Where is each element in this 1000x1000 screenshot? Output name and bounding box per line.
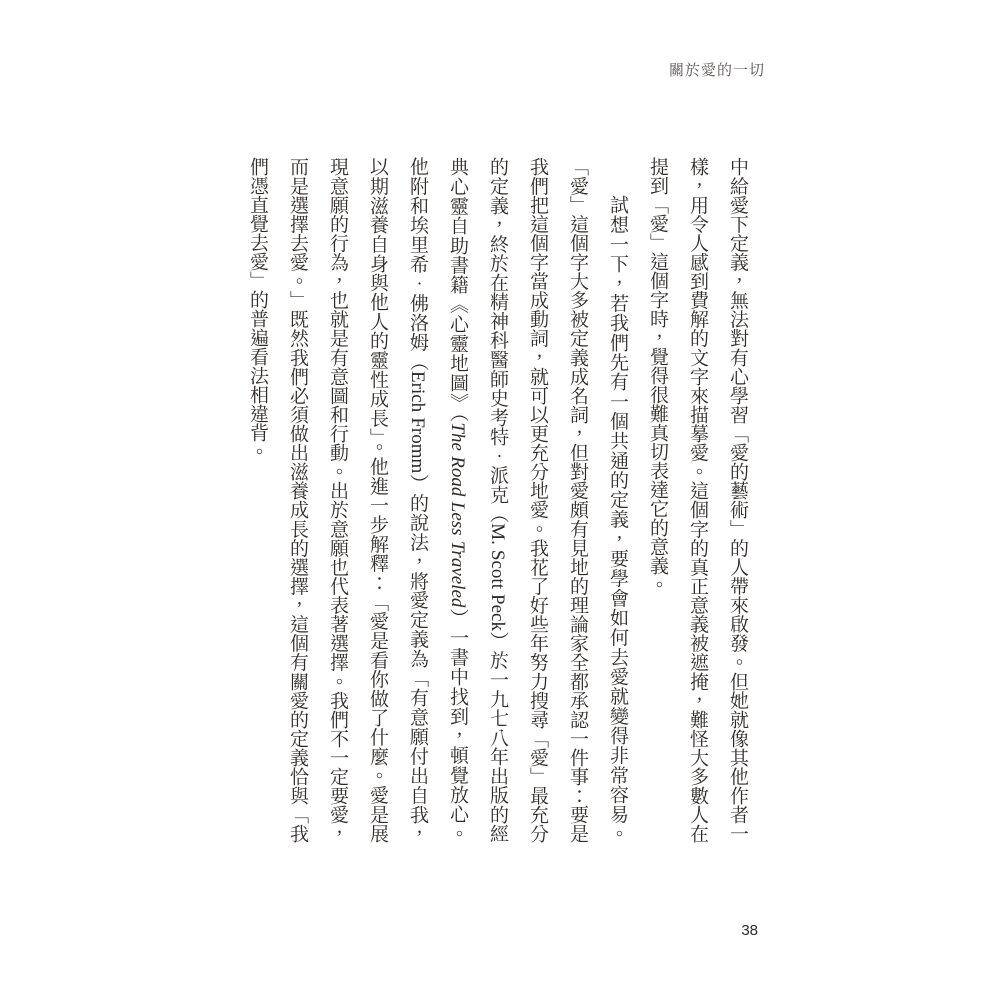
paragraph-2-text-after-title: ）一書中找到，頓覺放心。他附和埃里希．佛洛姆（Erich Fromm）的說法，將愛定義為「有意願付出自我，以期滋養自身與他人的靈性成長」。他進一步解釋：「愛是看你做了什麼。愛是展現意願的行為，也就是有意圖和行動。出於意願也代表著選擇。我們不一定要愛，而是選擇去愛。」既然我們必須做出滋養成長的選擇，這個有關愛的定義恰與「我們憑直覺去愛」的普遍看法相違背。 [247, 157, 468, 844]
paragraph-2 [237, 157, 637, 843]
english-book-title: The Road Less Traveled [447, 422, 468, 608]
paragraph-2-text-before-title: 試想一下，若我們先有一個共通的定義，要學會如何去愛就變得非常容易。「愛」這個字大多被定義成名詞，但對愛頗有見地的理論家全都承認一件事：要是我們把這個字當成動詞，就可以更充分地愛。我花了好些年努力搜尋「愛」最充分的定義，終於在精神科醫師史考特．派克（M. Scott Peck）於一九七八年出版的經典心靈自助書籍《心靈地圖》（ [447, 157, 628, 843]
running-header: 關於愛的一切 [668, 62, 765, 79]
body-text-block [235, 157, 757, 843]
page-number: 38 [741, 922, 758, 939]
paragraph-1: 中給愛下定義，無法對有心學習「愛的藝術」的人帶來啟發。但她就像其他作者一樣，用令人感到費解的文字來描摹愛。這個字的真正意義被遮掩，難怪大多數人在提到「愛」這個字時，覺得很難真切表達它的意義。 [647, 157, 748, 843]
